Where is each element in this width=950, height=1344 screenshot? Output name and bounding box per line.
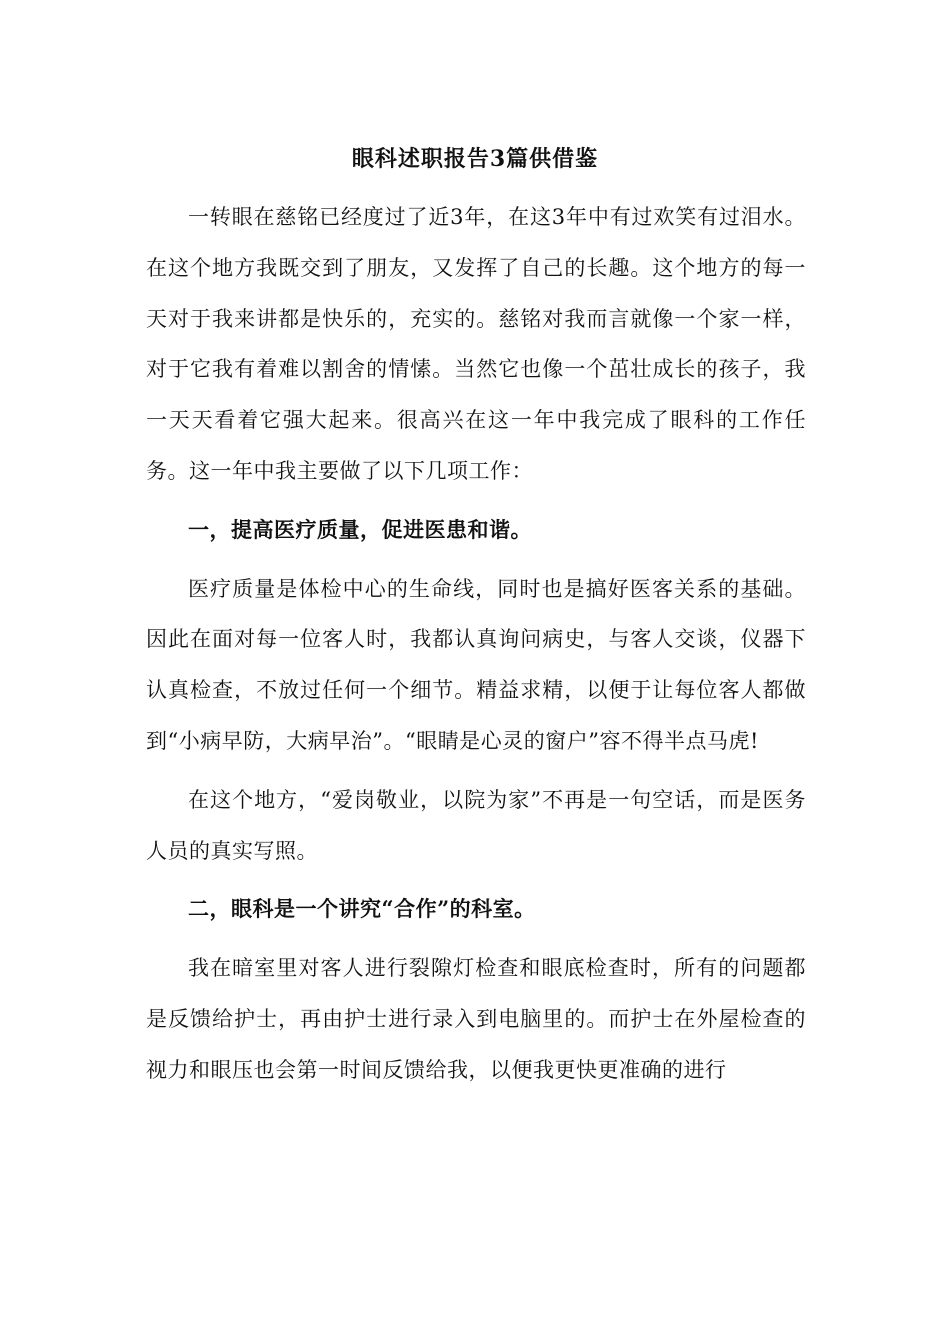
section-heading-2: 二，眼科是一个讲究“合作”的科室。 <box>188 896 536 922</box>
document-body <box>146 192 806 1096</box>
spacer <box>146 876 806 884</box>
paragraph-intro: 一转眼在慈铭已经度过了近3年，在这3年中有过欢笑有过泪水。在这个地方我既交到了朋友，又发挥了自己的长趣。这个地方的每一天对于我来讲都是快乐的，充实的。慈铭对我而言就像一个家一样，对于它我有着难以割舍的情愫。当然它也像一个茁壮成长的孩子，我一天天看着它强大起来。很高兴在这一年中我完成了眼科的工作任务。这一年中我主要做了以下几项工作： <box>146 205 806 483</box>
paragraph-quality: 医疗质量是体检中心的生命线，同时也是搞好医客关系的基础。因此在面对每一位客人时，我都认真询问病史，与客人交谈，仪器下认真检查，不放过任何一个细节。精益求精，以便于让每位客人都做到“小病早防，大病早治”。“眼睛是心灵的窗户”容不得半点马虎! <box>146 576 806 753</box>
paragraph-cooperation: 我在暗室里对客人进行裂隙灯检查和眼底检查时，所有的问题都是反馈给护士，再由护士进行录入到电脑里的。而护士在外屋检查的视力和眼压也会第一时间反馈给我，以便我更快更准确的进行 <box>146 956 806 1082</box>
paragraph-dedication: 在这个地方，“爱岗敬业，以院为家”不再是一句空话，而是医务人员的真实写照。 <box>146 787 806 863</box>
document-title: 眼科述职报告3篇供借鉴 <box>351 146 599 172</box>
spacer <box>146 767 806 775</box>
spacer <box>146 556 806 564</box>
section-heading-1: 一，提高医疗质量，促进医患和谐。 <box>188 516 532 542</box>
spacer <box>146 497 806 505</box>
spacer <box>146 935 806 943</box>
